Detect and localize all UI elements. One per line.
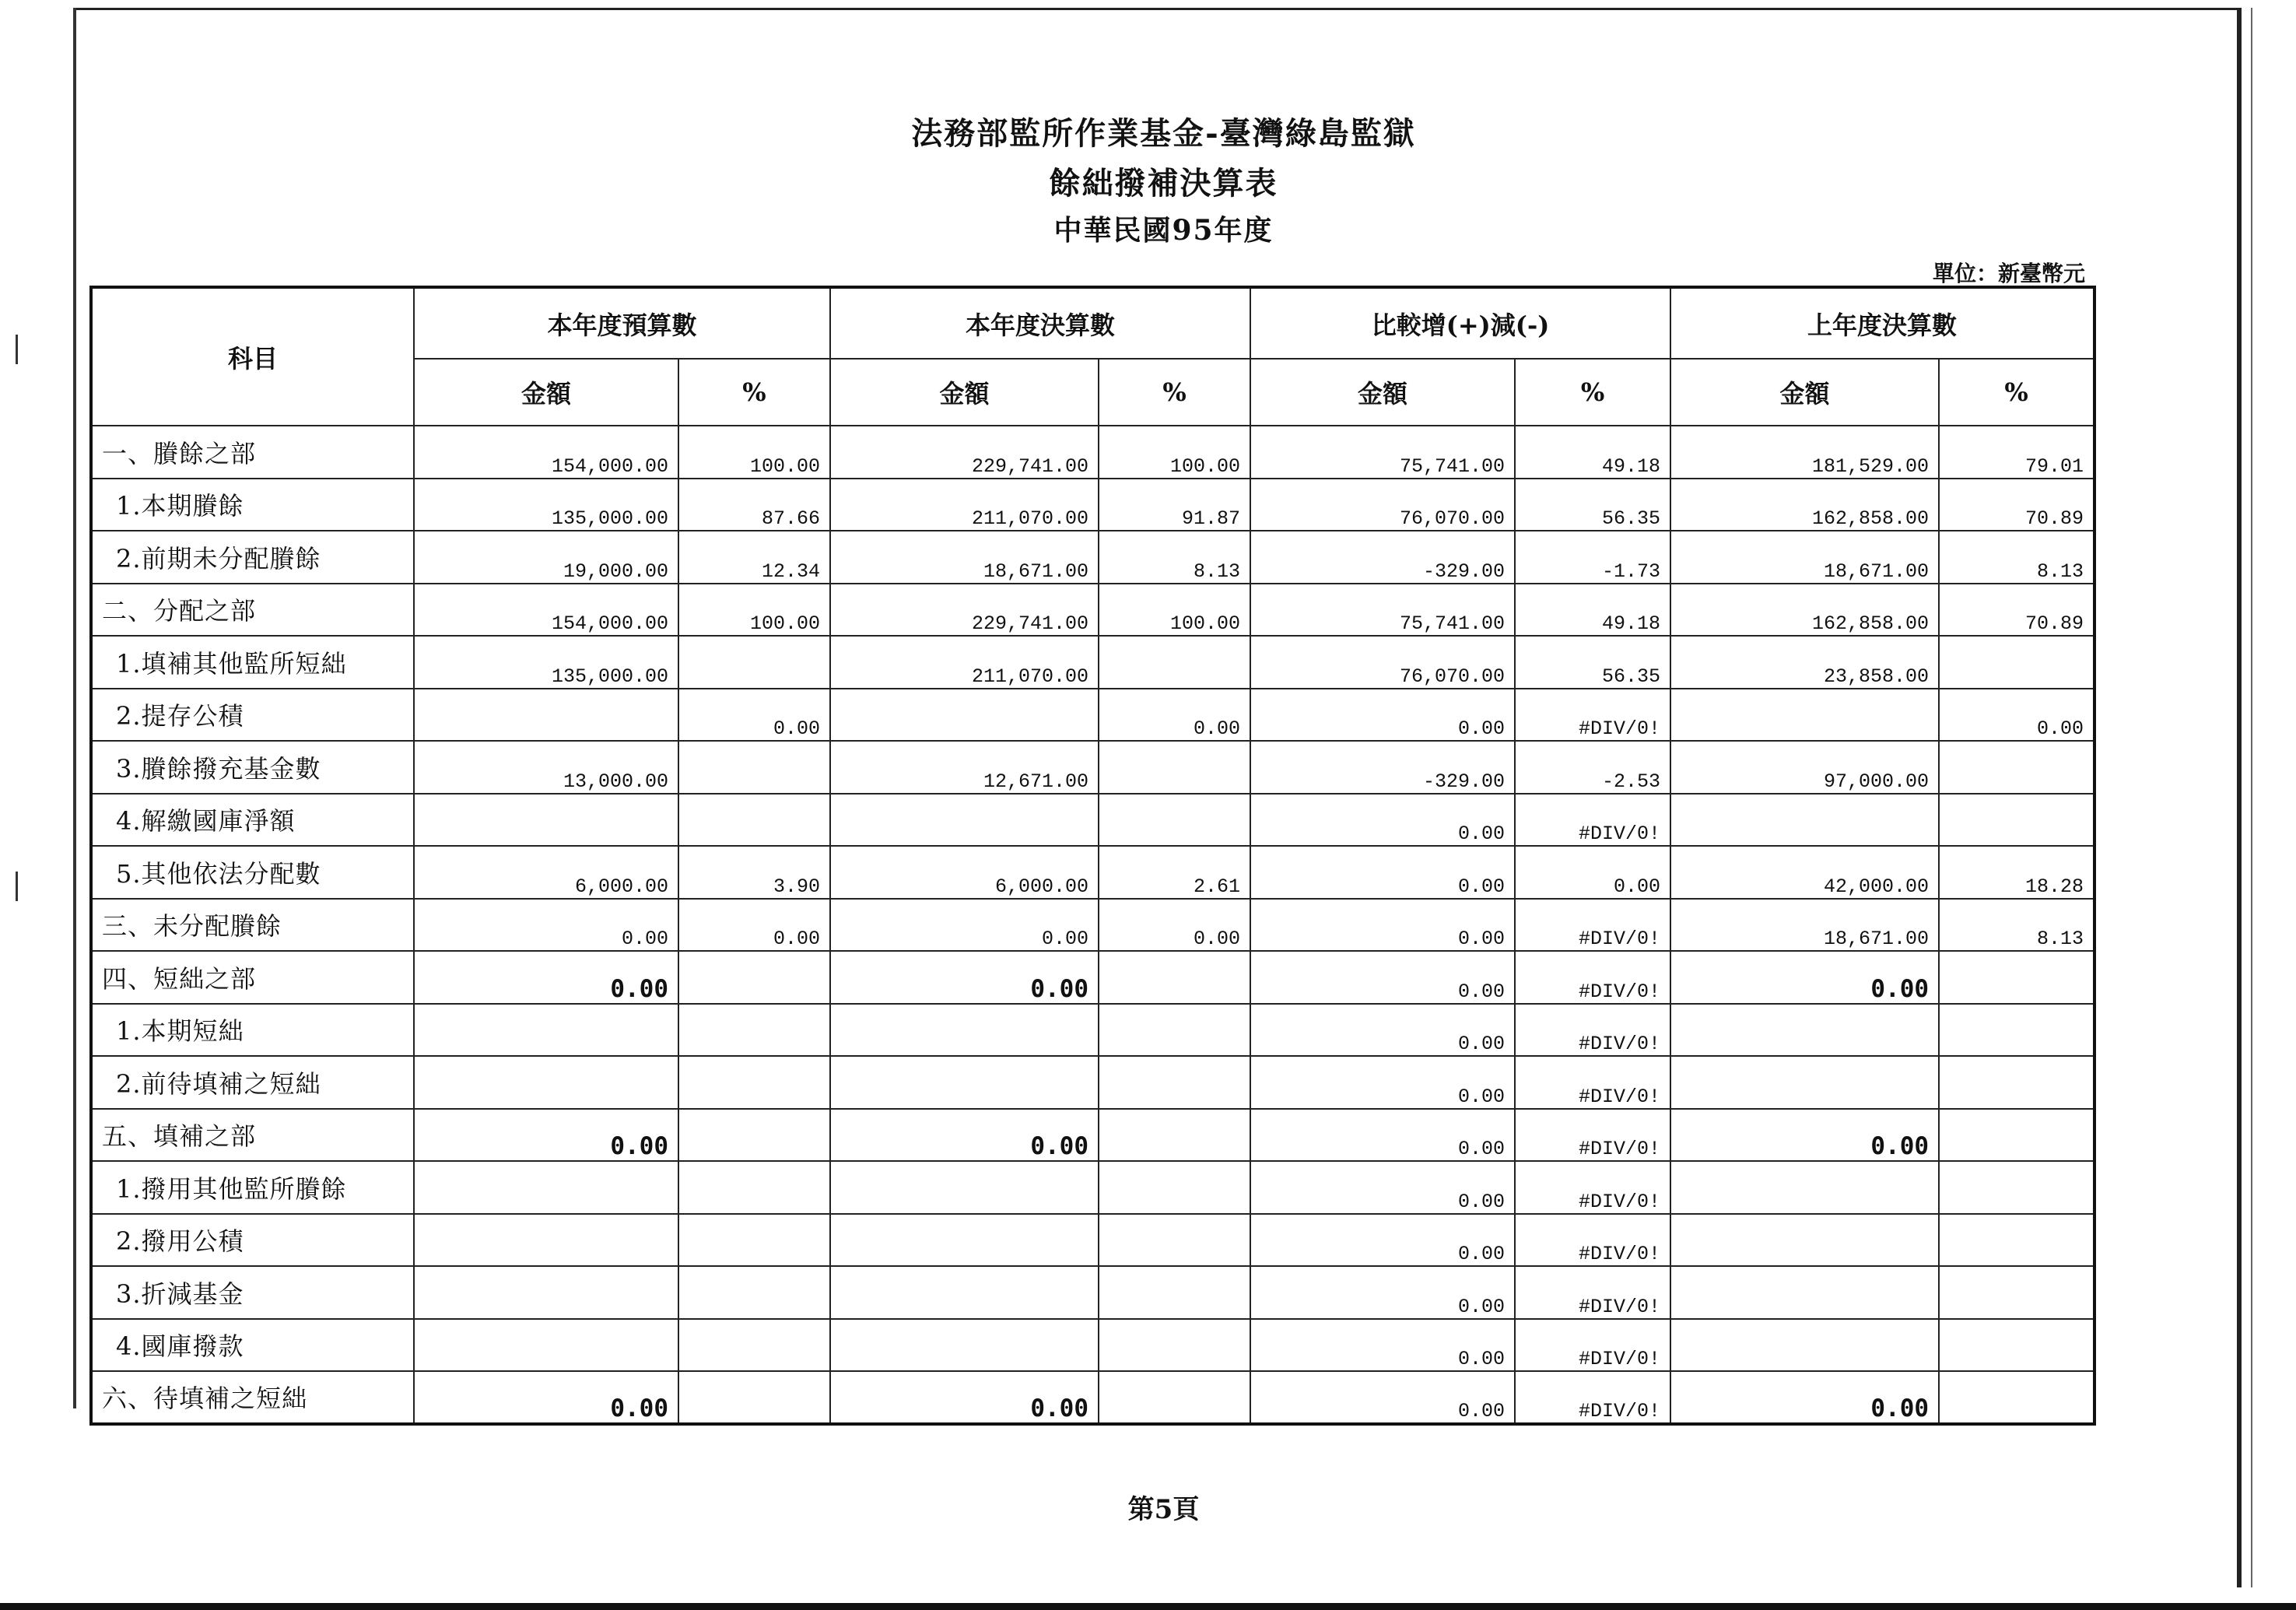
cell-diff-amount: 0.00 bbox=[1250, 951, 1515, 1004]
row-label: 2.提存公積 bbox=[91, 689, 414, 742]
cell-prior-percent: 8.13 bbox=[1939, 899, 2094, 952]
cell-actual-percent: 0.00 bbox=[1099, 689, 1250, 742]
header-subject: 科目 bbox=[91, 287, 414, 426]
scan-border-bottom bbox=[0, 1603, 2296, 1610]
cell-budget-amount: 154,000.00 bbox=[414, 584, 678, 637]
cell-budget-amount bbox=[414, 1266, 678, 1319]
header-percent: % bbox=[1099, 359, 1250, 426]
settlement-table bbox=[89, 286, 2096, 1426]
cell-actual-amount: 0.00 bbox=[830, 1109, 1099, 1162]
cell-diff-percent: #DIV/0! bbox=[1515, 899, 1670, 952]
table-row bbox=[91, 426, 2094, 479]
table-row bbox=[91, 636, 2094, 689]
cell-prior-amount: 162,858.00 bbox=[1670, 584, 1939, 637]
cell-diff-percent: #DIV/0! bbox=[1515, 1371, 1670, 1424]
table-row bbox=[91, 689, 2094, 742]
table-row bbox=[91, 741, 2094, 794]
cell-prior-amount bbox=[1670, 1161, 1939, 1214]
cell-actual-percent: 100.00 bbox=[1099, 426, 1250, 479]
row-label: 2.前期未分配賸餘 bbox=[91, 531, 414, 584]
scan-mark bbox=[16, 872, 18, 901]
cell-budget-percent: 0.00 bbox=[678, 899, 830, 952]
cell-actual-percent bbox=[1099, 741, 1250, 794]
cell-actual-amount: 211,070.00 bbox=[830, 636, 1099, 689]
report-subtitle: 餘絀撥補決算表 bbox=[1049, 165, 1278, 202]
cell-prior-percent bbox=[1939, 951, 2094, 1004]
cell-diff-percent: 56.35 bbox=[1515, 479, 1670, 531]
cell-actual-amount: 0.00 bbox=[830, 1371, 1099, 1424]
cell-budget-amount bbox=[414, 1214, 678, 1267]
cell-diff-percent: #DIV/0! bbox=[1515, 1109, 1670, 1162]
report-year: 中華民國95年度 bbox=[1053, 214, 1274, 247]
cell-budget-amount: 0.00 bbox=[414, 899, 678, 952]
cell-diff-amount: 0.00 bbox=[1250, 1319, 1515, 1372]
cell-prior-amount bbox=[1670, 1266, 1939, 1319]
currency-unit: 單位：新臺幣元 bbox=[1932, 261, 2085, 286]
cell-prior-percent bbox=[1939, 1371, 2094, 1424]
cell-budget-amount: 154,000.00 bbox=[414, 426, 678, 479]
cell-diff-percent: #DIV/0! bbox=[1515, 1056, 1670, 1109]
cell-prior-amount: 0.00 bbox=[1670, 1109, 1939, 1162]
cell-diff-percent: 49.18 bbox=[1515, 584, 1670, 637]
cell-prior-amount: 18,671.00 bbox=[1670, 531, 1939, 584]
row-label: 4.國庫撥款 bbox=[91, 1319, 414, 1372]
row-label: 1.本期短絀 bbox=[91, 1004, 414, 1057]
cell-diff-percent: 0.00 bbox=[1515, 846, 1670, 899]
header-amount: 金額 bbox=[830, 359, 1099, 426]
row-label: 四、短絀之部 bbox=[91, 951, 414, 1004]
cell-budget-amount: 0.00 bbox=[414, 1371, 678, 1424]
cell-diff-percent: #DIV/0! bbox=[1515, 794, 1670, 847]
cell-budget-amount: 6,000.00 bbox=[414, 846, 678, 899]
cell-budget-amount: 135,000.00 bbox=[414, 636, 678, 689]
cell-diff-percent: #DIV/0! bbox=[1515, 1004, 1670, 1057]
cell-diff-percent: #DIV/0! bbox=[1515, 1214, 1670, 1267]
cell-budget-percent bbox=[678, 636, 830, 689]
cell-actual-amount: 211,070.00 bbox=[830, 479, 1099, 531]
cell-diff-percent: 49.18 bbox=[1515, 426, 1670, 479]
row-label: 1.撥用其他監所賸餘 bbox=[91, 1161, 414, 1214]
cell-budget-amount bbox=[414, 689, 678, 742]
cell-actual-percent bbox=[1099, 1214, 1250, 1267]
cell-actual-percent: 2.61 bbox=[1099, 846, 1250, 899]
cell-prior-percent bbox=[1939, 1109, 2094, 1162]
row-label: 六、待填補之短絀 bbox=[91, 1371, 414, 1424]
header-amount: 金額 bbox=[1670, 359, 1939, 426]
cell-prior-amount bbox=[1670, 1319, 1939, 1372]
header-percent: % bbox=[678, 359, 830, 426]
cell-diff-amount: 0.00 bbox=[1250, 1266, 1515, 1319]
cell-prior-amount: 23,858.00 bbox=[1670, 636, 1939, 689]
table-row bbox=[91, 951, 2094, 1004]
cell-budget-percent: 12.34 bbox=[678, 531, 830, 584]
cell-budget-percent bbox=[678, 1056, 830, 1109]
header-prior-year: 上年度決算數 bbox=[1670, 287, 2094, 359]
cell-diff-amount: 0.00 bbox=[1250, 1056, 1515, 1109]
cell-actual-percent bbox=[1099, 1319, 1250, 1372]
cell-budget-amount: 0.00 bbox=[414, 1109, 678, 1162]
cell-diff-amount: 75,741.00 bbox=[1250, 584, 1515, 637]
cell-budget-amount bbox=[414, 1056, 678, 1109]
cell-diff-percent: 56.35 bbox=[1515, 636, 1670, 689]
cell-prior-percent: 70.89 bbox=[1939, 584, 2094, 637]
header-amount: 金額 bbox=[414, 359, 678, 426]
cell-prior-percent bbox=[1939, 794, 2094, 847]
table-row bbox=[91, 899, 2094, 952]
cell-actual-percent bbox=[1099, 1056, 1250, 1109]
cell-actual-amount bbox=[830, 689, 1099, 742]
cell-actual-amount bbox=[830, 1004, 1099, 1057]
cell-actual-amount: 18,671.00 bbox=[830, 531, 1099, 584]
table-row bbox=[91, 1371, 2094, 1424]
row-label: 五、填補之部 bbox=[91, 1109, 414, 1162]
cell-actual-amount: 0.00 bbox=[830, 899, 1099, 952]
cell-diff-amount: 76,070.00 bbox=[1250, 636, 1515, 689]
cell-prior-amount bbox=[1670, 1056, 1939, 1109]
header-actual: 本年度決算數 bbox=[830, 287, 1250, 359]
row-label: 3.折減基金 bbox=[91, 1266, 414, 1319]
cell-budget-percent bbox=[678, 1319, 830, 1372]
row-label: 二、分配之部 bbox=[91, 584, 414, 637]
cell-budget-amount bbox=[414, 794, 678, 847]
table-row bbox=[91, 794, 2094, 847]
cell-actual-percent bbox=[1099, 951, 1250, 1004]
cell-diff-amount: 75,741.00 bbox=[1250, 426, 1515, 479]
row-label: 5.其他依法分配數 bbox=[91, 846, 414, 899]
cell-budget-percent bbox=[678, 741, 830, 794]
cell-budget-percent bbox=[678, 1371, 830, 1424]
cell-prior-amount: 18,671.00 bbox=[1670, 899, 1939, 952]
cell-budget-percent bbox=[678, 794, 830, 847]
cell-actual-amount bbox=[830, 1266, 1099, 1319]
cell-prior-amount bbox=[1670, 1004, 1939, 1057]
cell-diff-amount: 0.00 bbox=[1250, 1004, 1515, 1057]
table-row bbox=[91, 531, 2094, 584]
cell-actual-amount bbox=[830, 1056, 1099, 1109]
cell-diff-amount: 0.00 bbox=[1250, 794, 1515, 847]
cell-actual-percent: 100.00 bbox=[1099, 584, 1250, 637]
cell-prior-percent bbox=[1939, 1266, 2094, 1319]
cell-diff-percent: -2.53 bbox=[1515, 741, 1670, 794]
cell-prior-percent: 8.13 bbox=[1939, 531, 2094, 584]
cell-diff-amount: 0.00 bbox=[1250, 899, 1515, 952]
row-label: 三、未分配賸餘 bbox=[91, 899, 414, 952]
cell-actual-percent bbox=[1099, 1004, 1250, 1057]
cell-actual-percent: 8.13 bbox=[1099, 531, 1250, 584]
cell-actual-amount bbox=[830, 794, 1099, 847]
cell-diff-amount: 76,070.00 bbox=[1250, 479, 1515, 531]
cell-budget-percent: 3.90 bbox=[678, 846, 830, 899]
cell-prior-percent: 79.01 bbox=[1939, 426, 2094, 479]
header-comparison: 比較增(+)減(-) bbox=[1250, 287, 1670, 359]
cell-budget-percent: 100.00 bbox=[678, 584, 830, 637]
cell-budget-percent bbox=[678, 1109, 830, 1162]
page-number: 第5頁 bbox=[1127, 1494, 1200, 1525]
cell-diff-amount: -329.00 bbox=[1250, 741, 1515, 794]
row-label: 3.賸餘撥充基金數 bbox=[91, 741, 414, 794]
cell-diff-percent: #DIV/0! bbox=[1515, 1161, 1670, 1214]
row-label: 1.本期賸餘 bbox=[91, 479, 414, 531]
scan-mark bbox=[16, 335, 18, 364]
cell-actual-amount: 6,000.00 bbox=[830, 846, 1099, 899]
header-percent: % bbox=[1515, 359, 1670, 426]
cell-budget-percent bbox=[678, 951, 830, 1004]
cell-actual-percent: 91.87 bbox=[1099, 479, 1250, 531]
cell-actual-amount: 229,741.00 bbox=[830, 584, 1099, 637]
cell-prior-percent bbox=[1939, 1214, 2094, 1267]
cell-budget-percent bbox=[678, 1214, 830, 1267]
cell-actual-amount: 12,671.00 bbox=[830, 741, 1099, 794]
cell-prior-amount: 0.00 bbox=[1670, 1371, 1939, 1424]
cell-actual-amount: 229,741.00 bbox=[830, 426, 1099, 479]
table-row bbox=[91, 846, 2094, 899]
cell-actual-percent: 0.00 bbox=[1099, 899, 1250, 952]
cell-budget-percent: 87.66 bbox=[678, 479, 830, 531]
cell-prior-percent bbox=[1939, 1319, 2094, 1372]
table-row bbox=[91, 1004, 2094, 1057]
cell-prior-percent bbox=[1939, 636, 2094, 689]
cell-actual-amount bbox=[830, 1319, 1099, 1372]
table-row bbox=[91, 479, 2094, 531]
cell-actual-percent bbox=[1099, 1161, 1250, 1214]
cell-budget-amount bbox=[414, 1319, 678, 1372]
cell-prior-amount: 97,000.00 bbox=[1670, 741, 1939, 794]
table-row bbox=[91, 584, 2094, 637]
cell-prior-amount: 42,000.00 bbox=[1670, 846, 1939, 899]
table-row bbox=[91, 1319, 2094, 1372]
cell-actual-percent bbox=[1099, 1266, 1250, 1319]
cell-prior-amount: 181,529.00 bbox=[1670, 426, 1939, 479]
cell-prior-amount: 162,858.00 bbox=[1670, 479, 1939, 531]
cell-actual-amount bbox=[830, 1214, 1099, 1267]
cell-diff-amount: 0.00 bbox=[1250, 689, 1515, 742]
cell-budget-percent bbox=[678, 1266, 830, 1319]
cell-diff-percent: #DIV/0! bbox=[1515, 689, 1670, 742]
cell-budget-amount: 0.00 bbox=[414, 951, 678, 1004]
cell-prior-percent: 0.00 bbox=[1939, 689, 2094, 742]
cell-diff-percent: -1.73 bbox=[1515, 531, 1670, 584]
cell-actual-percent bbox=[1099, 1371, 1250, 1424]
cell-prior-amount bbox=[1670, 689, 1939, 742]
cell-prior-amount bbox=[1670, 1214, 1939, 1267]
cell-budget-amount: 13,000.00 bbox=[414, 741, 678, 794]
table-row bbox=[91, 1266, 2094, 1319]
scan-border-top bbox=[76, 8, 2239, 10]
cell-prior-percent bbox=[1939, 1161, 2094, 1214]
cell-budget-percent bbox=[678, 1161, 830, 1214]
cell-diff-percent: #DIV/0! bbox=[1515, 951, 1670, 1004]
row-label: 4.解繳國庫淨額 bbox=[91, 794, 414, 847]
cell-actual-amount: 0.00 bbox=[830, 951, 1099, 1004]
cell-budget-amount bbox=[414, 1161, 678, 1214]
cell-budget-amount: 135,000.00 bbox=[414, 479, 678, 531]
cell-budget-percent bbox=[678, 1004, 830, 1057]
cell-prior-percent bbox=[1939, 1004, 2094, 1057]
row-label: 2.前待填補之短絀 bbox=[91, 1056, 414, 1109]
cell-prior-percent: 70.89 bbox=[1939, 479, 2094, 531]
table-row bbox=[91, 1214, 2094, 1267]
cell-diff-amount: 0.00 bbox=[1250, 846, 1515, 899]
cell-prior-percent bbox=[1939, 1056, 2094, 1109]
cell-prior-percent bbox=[1939, 741, 2094, 794]
cell-prior-amount bbox=[1670, 794, 1939, 847]
cell-actual-percent bbox=[1099, 1109, 1250, 1162]
header-amount: 金額 bbox=[1250, 359, 1515, 426]
header-percent: % bbox=[1939, 359, 2094, 426]
cell-actual-amount bbox=[830, 1161, 1099, 1214]
cell-diff-amount: -329.00 bbox=[1250, 531, 1515, 584]
cell-diff-percent: #DIV/0! bbox=[1515, 1266, 1670, 1319]
cell-budget-percent: 0.00 bbox=[678, 689, 830, 742]
cell-diff-amount: 0.00 bbox=[1250, 1371, 1515, 1424]
cell-prior-percent: 18.28 bbox=[1939, 846, 2094, 899]
cell-actual-percent bbox=[1099, 794, 1250, 847]
cell-budget-amount: 19,000.00 bbox=[414, 531, 678, 584]
table-row bbox=[91, 1161, 2094, 1214]
cell-actual-percent bbox=[1099, 636, 1250, 689]
header-budget: 本年度預算數 bbox=[414, 287, 830, 359]
table-row bbox=[91, 1056, 2094, 1109]
cell-diff-amount: 0.00 bbox=[1250, 1109, 1515, 1162]
cell-diff-amount: 0.00 bbox=[1250, 1161, 1515, 1214]
cell-diff-amount: 0.00 bbox=[1250, 1214, 1515, 1267]
cell-prior-amount: 0.00 bbox=[1670, 951, 1939, 1004]
row-label: 一、賸餘之部 bbox=[91, 426, 414, 479]
cell-budget-amount bbox=[414, 1004, 678, 1057]
cell-diff-percent: #DIV/0! bbox=[1515, 1319, 1670, 1372]
row-label: 1.填補其他監所短絀 bbox=[91, 636, 414, 689]
row-label: 2.撥用公積 bbox=[91, 1214, 414, 1267]
table-row bbox=[91, 1109, 2094, 1162]
cell-budget-percent: 100.00 bbox=[678, 426, 830, 479]
report-title: 法務部監所作業基金-臺灣綠島監獄 bbox=[911, 115, 1416, 152]
